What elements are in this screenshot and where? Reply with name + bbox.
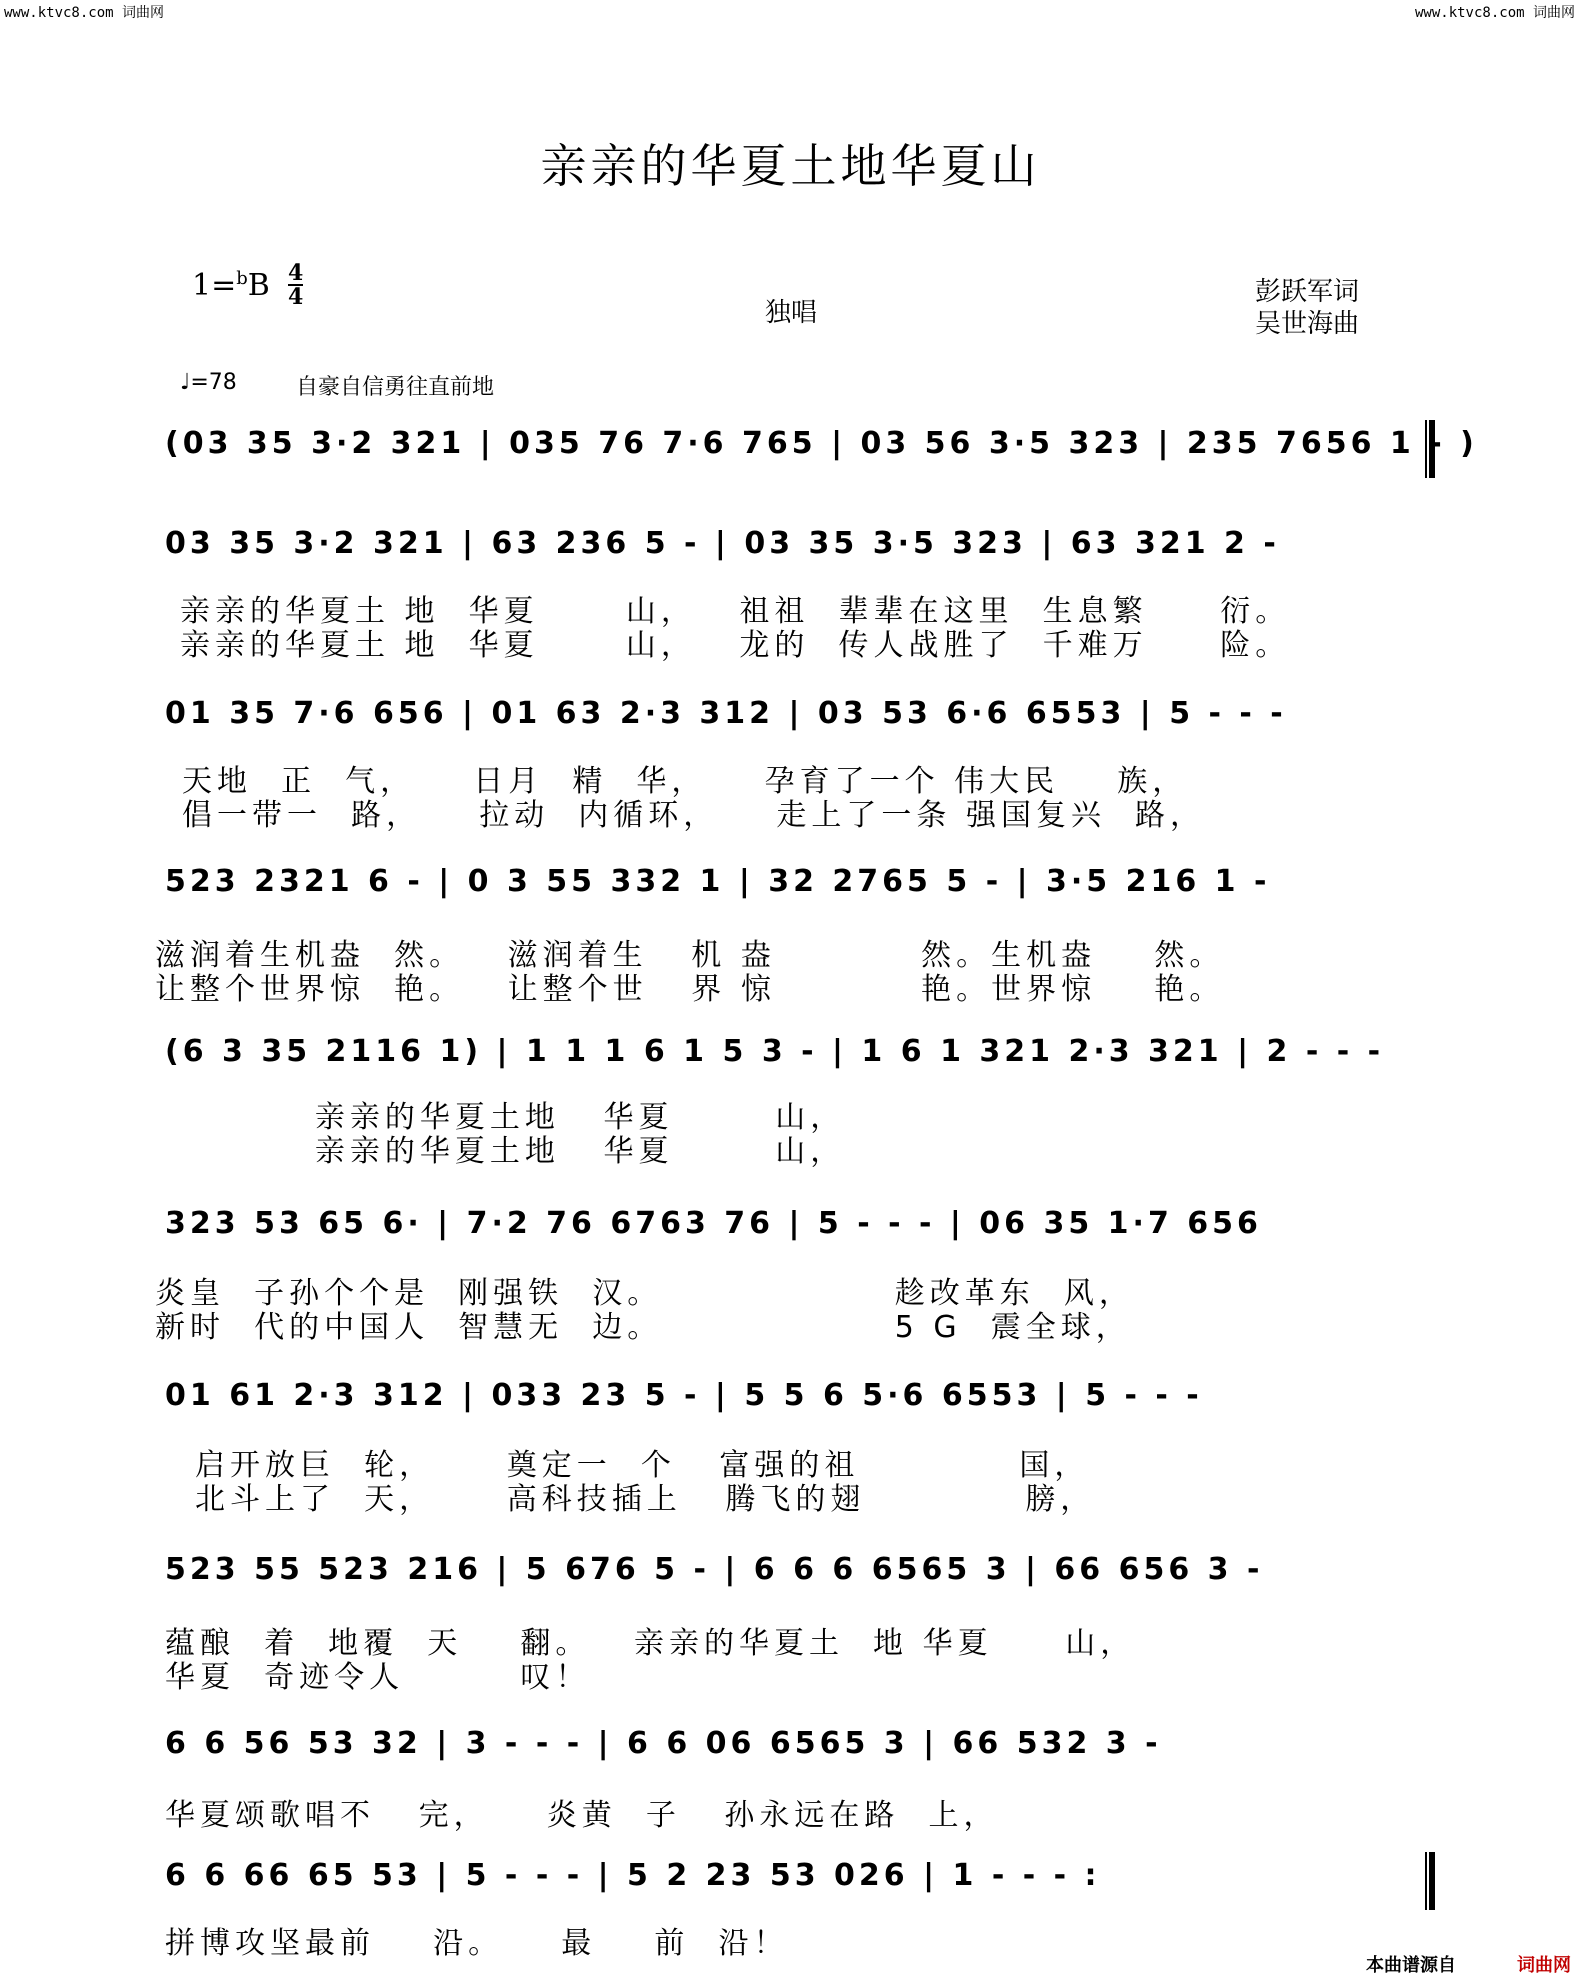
final-barline [1425,420,1435,478]
lyric-line: 亲亲的华夏土 地 华夏 山， 龙的 传人战胜了 千难万 险。 [180,628,1291,663]
key-flat: b [236,268,248,289]
footer-site-logo: 词曲网 [1517,1955,1571,1976]
song-title: 亲亲的华夏土地华夏山 [540,139,1041,193]
lyric-line: 亲亲的华夏土地 华夏 山， [155,1100,846,1135]
expression-mark: 自豪自信勇往直前地 [296,375,495,400]
lyric-line: 亲亲的华夏土 地 华夏 山， 祖祖 辈辈在这里 生息繁 衍。 [180,594,1291,629]
lyric-line: 炎皇 子孙个个是 刚强铁 汉。 趁改革东 风， [155,1276,1134,1311]
time-top: 4 [288,260,304,286]
staff-system [155,858,1435,928]
lyric-line: 华夏 奇迹令人 叹！ [165,1660,591,1695]
staff-system [155,1546,1435,1616]
notation-line: 01 61 2·3 312 | 033 23 5 - | 5 5 6 5·6 6553 | 5 - - - [165,1378,1203,1413]
lyric-line: 新时 代的中国人 智慧无 边。 5 G 震全球， [155,1310,1131,1345]
key-signature [192,268,270,303]
lyric-line: 拼博攻坚最前 沿。 最 前 沿！ [165,1926,789,1961]
staff-system [155,1720,1435,1790]
staff-system [155,420,1478,490]
notation-line: 6 6 56 53 32 | 3 - - - | 6 6 06 6565 3 | 66 532 3 - [165,1726,1162,1761]
lyric-line: 天地 正 气， 日月 精 华， 孕育了一个 伟大民 族， [182,764,1188,799]
lyricist: 彭跃军词 [1255,277,1360,307]
watermark-right: www.ktvc8.com 词曲网 [1414,5,1575,21]
notation-line: 323 53 65 6· | 7·2 76 6763 76 | 5 - - - | 06 35 1·7 656 [165,1206,1262,1241]
staff-system [155,520,1435,590]
composer: 吴世海曲 [1255,309,1360,339]
lyric-line: 亲亲的华夏土地 华夏 山， [155,1134,846,1169]
repeat-end-barline [1425,1852,1435,1910]
notation-line: 03 35 3·2 321 | 63 236 5 - | 03 35 3·5 323 | 63 321 2 - [165,526,1280,561]
staff-system [155,1200,1435,1270]
staff-system [155,1372,1435,1442]
tempo-mark: ♩=78 [180,370,237,395]
lyric-line: 倡一带一 路， 拉动 内循环， 走上了一条 强国复兴 路， [182,798,1206,833]
lyric-line: 让整个世界惊 艳。 让整个世 界 惊 艳。世界惊 艳。 [155,972,1225,1007]
footer-source: 本曲谱源自 [1366,1955,1456,1976]
lyric-line: 华夏颂歌唱不 完， 炎黄 子 孙永远在路 上， [165,1798,999,1833]
lyric-line: 滋润着生机盎 然。 滋润着生 机 盎 然。生机盎 然。 [155,938,1225,973]
watermark-left: www.ktvc8.com 词曲网 [4,5,165,21]
credits [1255,276,1359,340]
lyric-line: 蕴酿 着 地覆 天 翻。 亲亲的华夏土 地 华夏 山， [165,1626,1136,1661]
notation-line: (6 3 35 2116 1) | 1 1 1 6 1 5 3 - | 1 6 1 321 2·3 321 | 2 - - - [165,1034,1385,1069]
key-prefix: 1= [192,268,237,303]
notation-line: 523 55 523 216 | 5 676 5 - | 6 6 6 6565 3 | 66 656 3 - [165,1552,1264,1587]
key-note: B [247,268,270,303]
performance-type: 独唱 [765,298,818,328]
staff-system [155,1028,1435,1098]
notation-line: 523 2321 6 - | 0 3 55 332 1 | 32 2765 5 - | 3·5 216 1 - [165,864,1271,899]
notation-line: 6 6 66 65 53 | 5 - - - | 5 2 23 53 026 | 1 - - - : [165,1858,1101,1893]
time-signature [288,262,303,308]
lyric-line: 启开放巨 轮， 奠定一 个 富强的祖 国， [195,1448,1090,1483]
notation-line: 01 35 7·6 656 | 01 63 2·3 312 | 03 53 6·6 6553 | 5 - - - [165,696,1287,731]
notation-line: (03 35 3·2 321 | 035 76 7·6 765 | 03 56 3·5 323 | 235 7656 1 - ) [165,426,1478,461]
staff-system [155,1852,1435,1922]
time-bottom: 4 [288,284,304,310]
lyric-line: 北斗上了 天， 高科技插上 腾飞的翅 膀， [195,1482,1096,1517]
staff-system [155,690,1435,760]
